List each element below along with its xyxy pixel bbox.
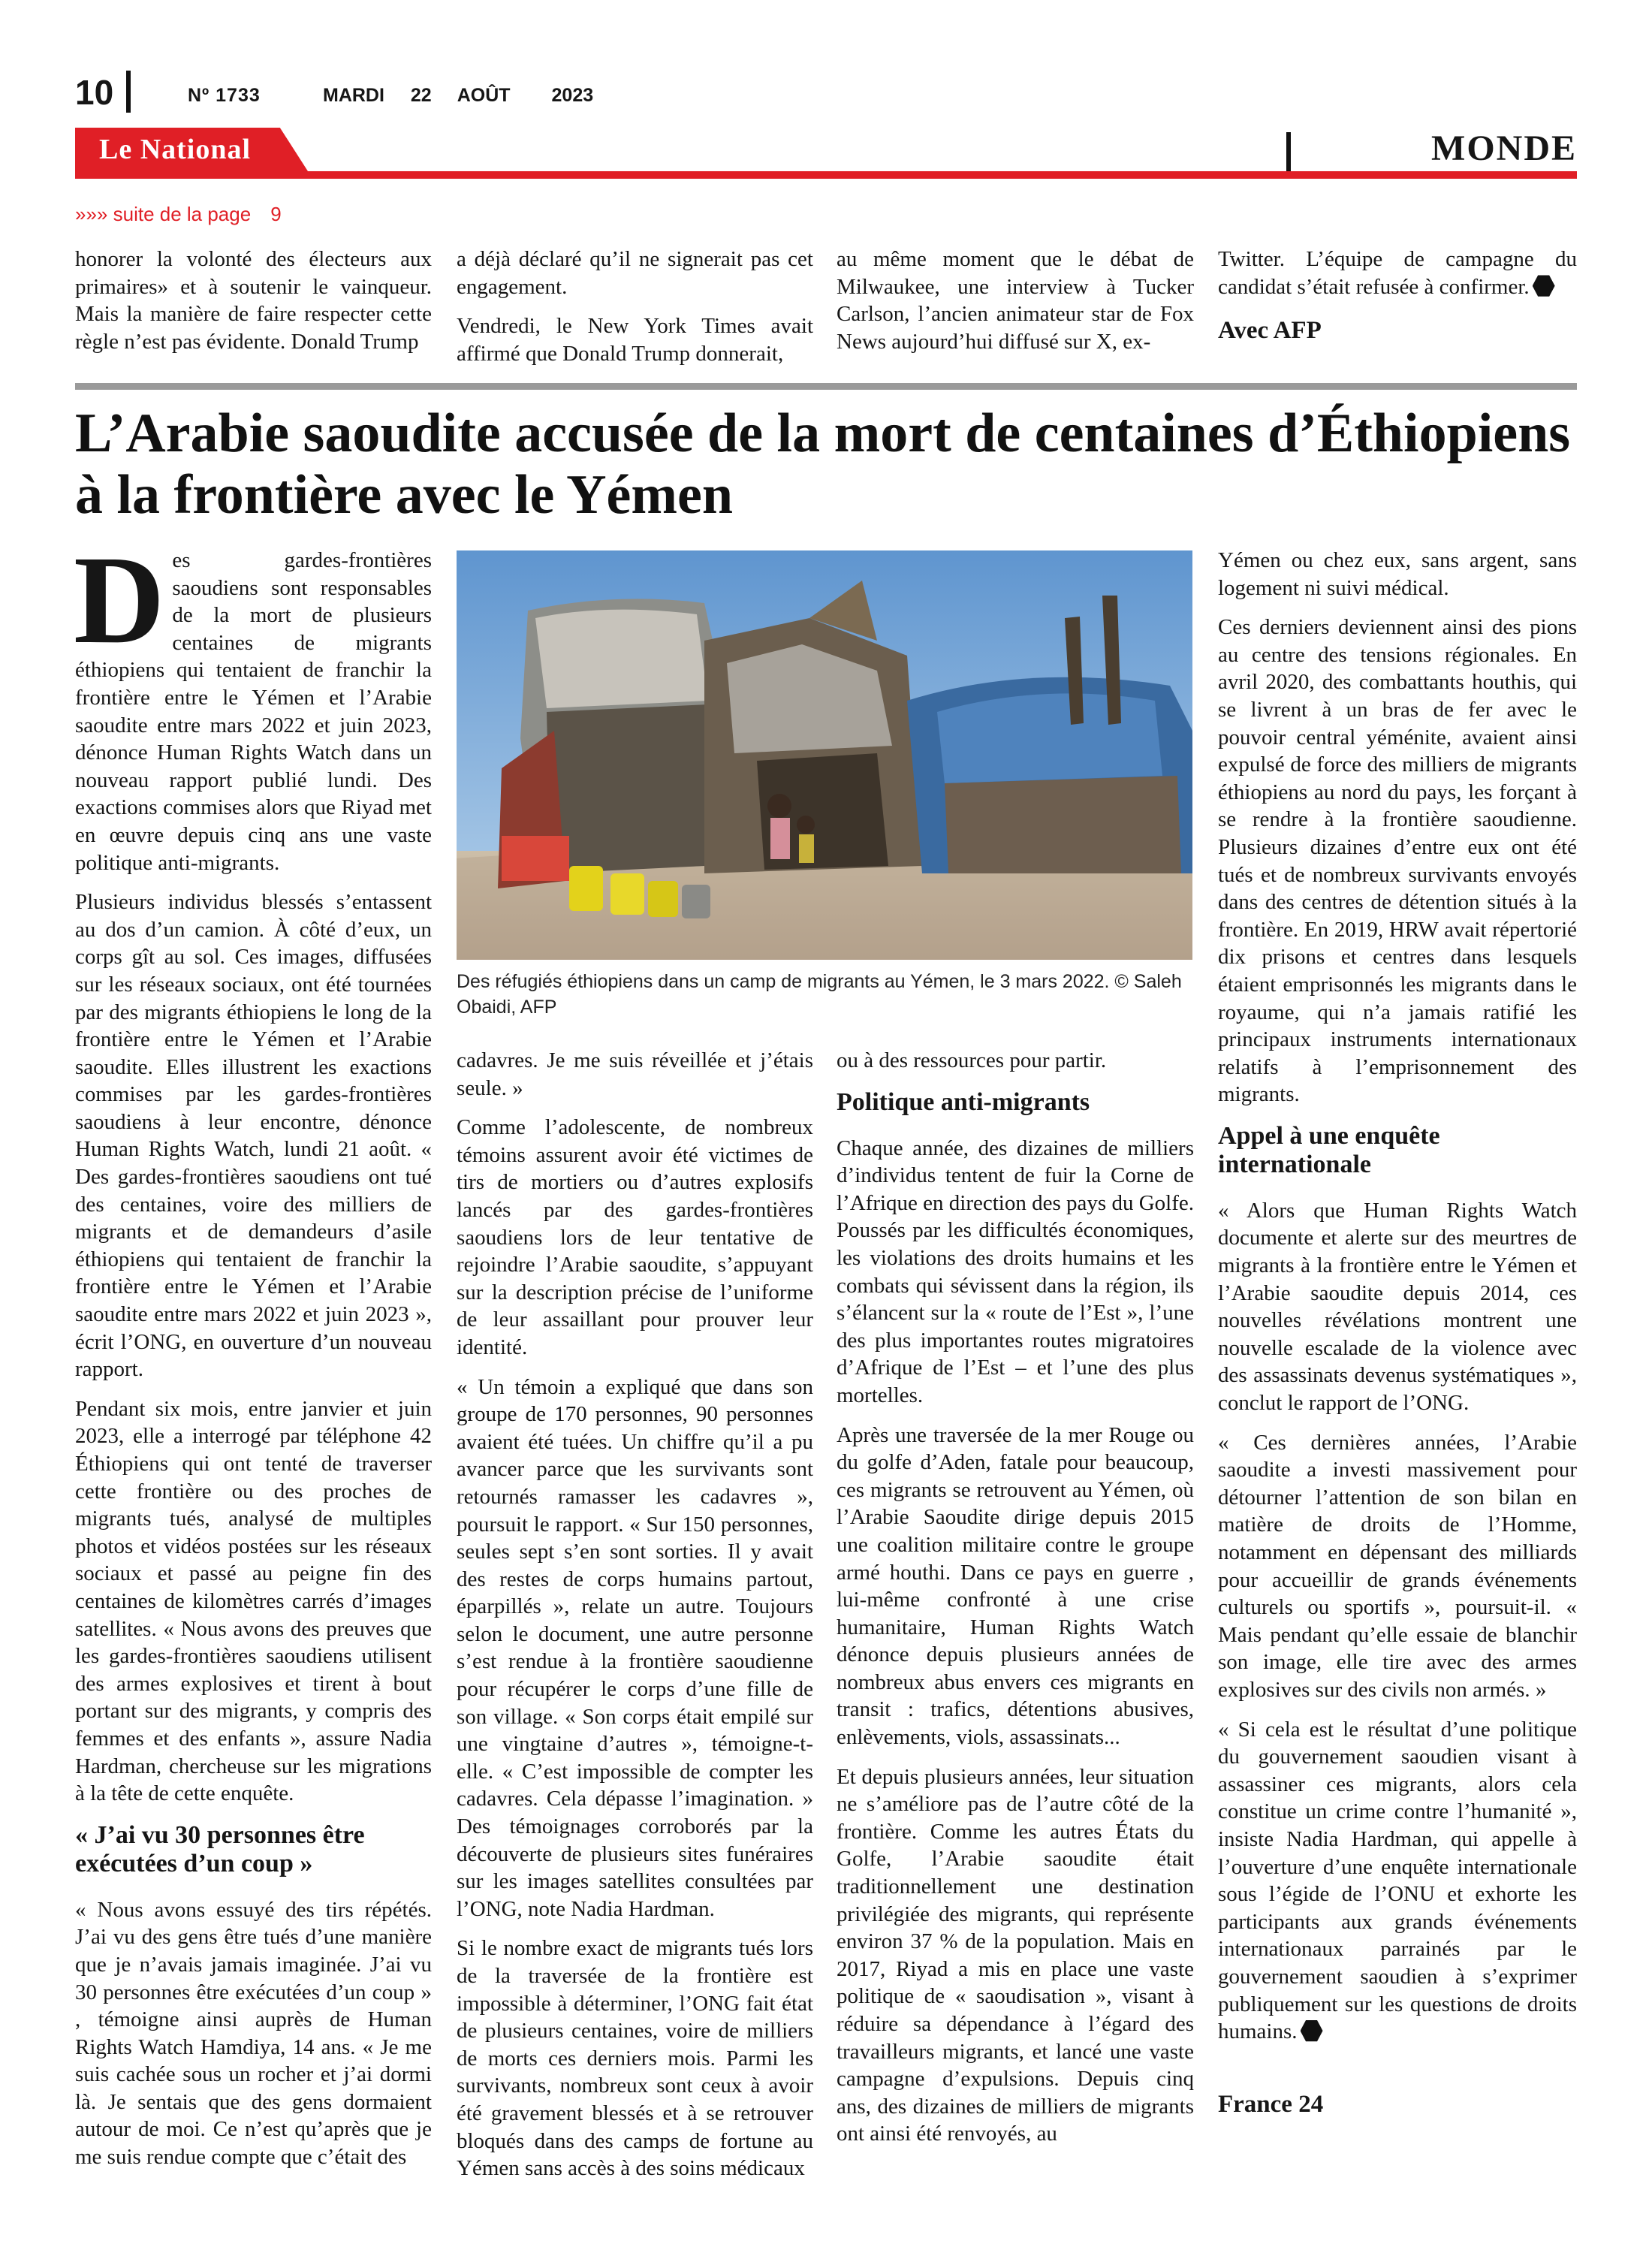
paragraph-text: es gardes-frontières saoudiens sont responsables de la mort de plusieurs centaines de migrants éthiopiens qui tentaient de franchir la frontière entre le Yémen et l’Arabie saoudite entre mars 2022 et juin 2023, dénonce Human Rights Watch dans un nouveau rapport publié lundi. Des exactions commises alors que Riyad met en œuvre depuis cinq ans une vaste politique anti-migrants. [75,548,432,875]
date-month: AOÛT [457,85,511,106]
dateline [323,85,614,107]
paragraph: au même moment que le débat de Milwaukee, une interview à Tucker Carlson, l’ancien animateur star de Fox News aujourd’hui diffusé sur X, ex- [837,247,1194,354]
paragraph [74,530,432,876]
previous-article-col-2 [457,246,813,367]
end-of-article-icon [1301,2019,1323,2042]
drop-cap: D [74,530,165,670]
paragraph: Après une traversée de la mer Rouge ou du golfe d’Aden, fatale pour beaucoup, ces migrants se retrouvent au Yémen, où l’Arabie Saoudite dirige depuis 2015 une coalition militaire contre le groupe armé houthi. Dans ce pays en guerre , lui-même confronté à une crise humanitaire, Human Rights Watch dénonce depuis plusieurs années de nombreux abus envers ces migrants en transit : trafics, détentions abusives, enlèvements, viols, assassinats... [837,1422,1194,1750]
article-signature: France 24 [1218,2090,1324,2118]
previous-article-col-3 [837,246,1194,355]
paragraph: « Alors que Human Rights Watch documente et alerte sur des meurtres de migrants à la frontière entre le Yémen et l’Arabie saoudite depuis 2014, ces nouvelles révélations montrent une nouvelle escalade de la violence avec des assassinats devenus systématiques », conclut le rapport de l’ONG. [1218,1198,1577,1416]
paragraph: Chaque année, des dizaines de milliers d’individus tentent de fuir la Corne de l’Afrique en direction des pays du Golfe. Poussés par les difficultés économiques, les violations des droits humains et les combats qui sévissent dans la région, ils s’élancent sur la « route de l’Est », l’une des plus importantes routes migratoires d’Afrique de l’Est – et l’une des plus mortelles. [837,1136,1194,1407]
paragraph: Yémen ou chez eux, sans argent, sans logement ni suivi médical. [1218,548,1577,600]
page-number-divider [126,71,131,113]
paragraph [1218,1716,1577,2046]
paragraph: Comme l’adolescente, de nombreux témoins assurent avoir été victimes de tirs de mortiers ou d’autres explosifs lancés par des gardes-frontières saoudiens lors de leur tentative de rejoindre l’Arabie saoudite, s’appuyant sur la description précise de l’uniforme de leur assaillant pour prouver leur identité. [457,1115,813,1359]
article-col-4 [1218,547,1577,2118]
paragraph: Et depuis plusieurs années, leur situation ne s’améliore pas de l’autre côté de la frontière. Comme les autres États du Golfe, l’Arabie saoudite était traditionnellement une destination privilégiée des migrants, qui représente environ 37 % de la population. Mais en 2017, Riyad a mis en place une vaste politique de « saoudisation », visant à réduire sa dépendance à l’égard des travailleurs migrants, et lancé une vaste campagne d’expulsions. Depuis cinq ans, des dizaines de milliers de migrants ont ainsi été renvoyés, au [837,1764,1194,2146]
section-title: MONDE [1431,128,1577,168]
paragraph: a déjà déclaré qu’il ne signerait pas cet engagement. [457,247,813,299]
article-col-2 [457,1047,813,2182]
paragraph: « Nous avons essuyé des tirs répétés. J’ai vu des gens être tués d’une manière que je n’avais jamais imaginée. J’ai vu 30 personnes être exécutées d’un coup » , témoigne ainsi auprès de Human Rights Watch Hamdiya, 14 ans. « Je me suis cachée sous un rocher et j’ai dormi là. Je sentais que des gens dormaient autour de moi. Ce n’est qu’après que je me suis rendue compte que c’était des [75,1897,432,2170]
paragraph-text: Twitter. L’équipe de campagne du candidat s’était refusée à confirmer. [1218,247,1577,299]
refugee-camp-image [457,550,1192,960]
article-col-3 [837,1047,1194,2148]
section-divider [1286,132,1291,171]
date-number: 22 [410,85,432,106]
subheading: Politique anti-migrants [837,1087,1090,1116]
subheading: Appel à une enquête internationale [1218,1121,1440,1178]
date-year: 2023 [551,85,594,106]
masthead-logo: Le National [99,134,252,165]
paragraph: Pendant six mois, entre janvier et juin 2023, elle a interrogé par téléphone 42 Éthiopiens qui ont tenté de traverser cette frontière ou des proches de migrants tués, analysé de multiples photos et vidéos postées sur les réseaux sociaux et passé au peigne fin des centaines de kilomètres carrés d’images satellites. « Nous avons des preuves que les gardes-frontières saoudiens utilisent des armes explosives et tirent à bout portant sur des migrants, y compris des femmes et des enfants », assure Nadia Hardman, chercheuse sur les migrations à la tête de cette enquête. [75,1396,432,1806]
paragraph: cadavres. Je me suis réveillée et j’étais seule. » [457,1048,813,1100]
page-number: 10 [75,73,114,112]
photo-caption: Des réfugiés éthiopiens dans un camp de migrants au Yémen, le 3 mars 2022. © Saleh Obaidi, AFP [457,971,1182,1018]
date-day: MARDI [323,85,384,106]
continued-from-note [75,203,282,226]
paragraph-text: « Si cela est le résultat d’une politique du gouvernement saoudien visant à assassiner ces migrants, alors cela constitue un crime contre l’humanité », insiste Nadia Hardman, qui appelle à l’ouverture d’une enquête internationale sous l’égide de l’ONU et exhorte les participants aux grands événements internationaux parrainés par le gouvernement saoudien à s’exprimer publiquement sur les questions de droits humains. [1218,1717,1577,2044]
article-signature: Avec AFP [1218,317,1322,345]
paragraph: honorer la volonté des électeurs aux primaires» et à soutenir le vainqueur. Mais la manière de faire respecter cette règle n’est pas évidente. Donald Trump [75,247,432,354]
masthead-rule [75,171,1577,179]
subheading: « J’ai vu 30 personnes être exécutées d’un coup » [75,1820,365,1878]
paragraph: Si le nombre exact de migrants tués lors de la traversée de la frontière est impossible à déterminer, l’ONG fait état de plusieurs centaines, voire de milliers de morts ces derniers mois. Parmi les survivants, nombreux sont ceux à avoir été gravement blessés et à se retrouver bloqués dans des camps de fortune au Yémen sans accès à des soins médicaux [457,1936,813,2181]
previous-article-col-1 [75,246,432,355]
previous-article-col-4 [1218,246,1577,345]
end-of-article-icon [1533,275,1555,297]
issue-number: Nº 1733 [188,85,261,106]
article-headline: L’Arabie saoudite accusée de la mort de centaines d’Éthiopiens à la frontière avec le Yémen [75,403,1571,526]
paragraph: ou à des ressources pour partir. [837,1048,1107,1072]
paragraph [1218,246,1577,300]
continued-prefix: »»» suite de la page [75,203,252,225]
paragraph: « Ces dernières années, l’Arabie saoudite a investi massivement pour détourner l’attention de son bilan en matière de droits de l’Homme, notamment en dépensant des milliards pour accueillir de grands événements culturels ou sportifs », poursuit-il. « Mais pendant qu’elle essaie de blanchir son image, elle tire avec des armes explosives sur des civils non armés. » [1218,1430,1577,1702]
continued-page: 9 [270,203,282,225]
article-col-1 [74,530,432,2171]
paragraph: « Un témoin a expliqué que dans son groupe de 170 personnes, 90 personnes avaient été tuées. Un chiffre qu’il a pu avancer parce que les survivants sont retournés ramasser les cadavres », poursuit le rapport. « Sur 150 personnes, seules sept s’en sont sorties. Il y avait des restes de corps humains partout, éparpillés », relate un autre. Toujours selon le document, une autre personne s’est rendue à la frontière saoudienne pour récupérer le corps d’une fille de son village. « Son corps était empilé sur une vingtaine d’autres », témoigne-t-elle. « C’est impossible de compter les cadavres. Cela dépasse l’imagination. » Des témoignages corroborés par la découverte de plusieurs sites funéraires sur les images satellites consultées par l’ONG, note Nadia Hardman. [457,1374,813,1921]
paragraph: Plusieurs individus blessés s’entassent au dos d’un camion. À côté d’eux, un corps gît au sol. Ces images, diffusées sur les réseaux sociaux, ont été tournées par des migrants éthiopiens le long de la frontière entre le Yémen et l’Arabie saoudite. Elles illustrent les exactions commises par les gardes-frontières saoudiens à leur encontre, dénonce Human Rights Watch, lundi 21 août. « Des gardes-frontières saoudiens ont tué des centaines, voire des milliers de migrants et de demandeurs d’asile éthiopiens qui tentaient de franchir la frontière entre le Yémen et l’Arabie saoudite entre mars 2022 et juin 2023 », écrit l’ONG, en ouverture d’un nouveau rapport. [75,890,432,1382]
paragraph: Vendredi, le New York Times avait affirmé que Donald Trump donnerait, [457,314,813,366]
article-divider [75,383,1577,390]
paragraph: Ces derniers deviennent ainsi des pions au centre des tensions régionales. En avril 2020, des combattants houthis, qui se livrent à un bras de fer avec le pouvoir central yéménite, avaient ainsi expulsé de force des milliers de migrants éthiopiens au nord du pays, les forçant à se rendre à la frontière saoudienne. Plusieurs dizaines d’entre eux ont été tués et de nombreux survivants envoyés dans des centres de détention situés à la frontière. En 2019, HRW avait répertorié dix prisons et centres dans lesquels étaient emprisonnés les migrants dans le royaume, qui n’a jamais ratifié les principaux instruments internationaux relatifs à l’emprisonnement des migrants. [1218,615,1577,1107]
article-photo [457,550,1192,960]
